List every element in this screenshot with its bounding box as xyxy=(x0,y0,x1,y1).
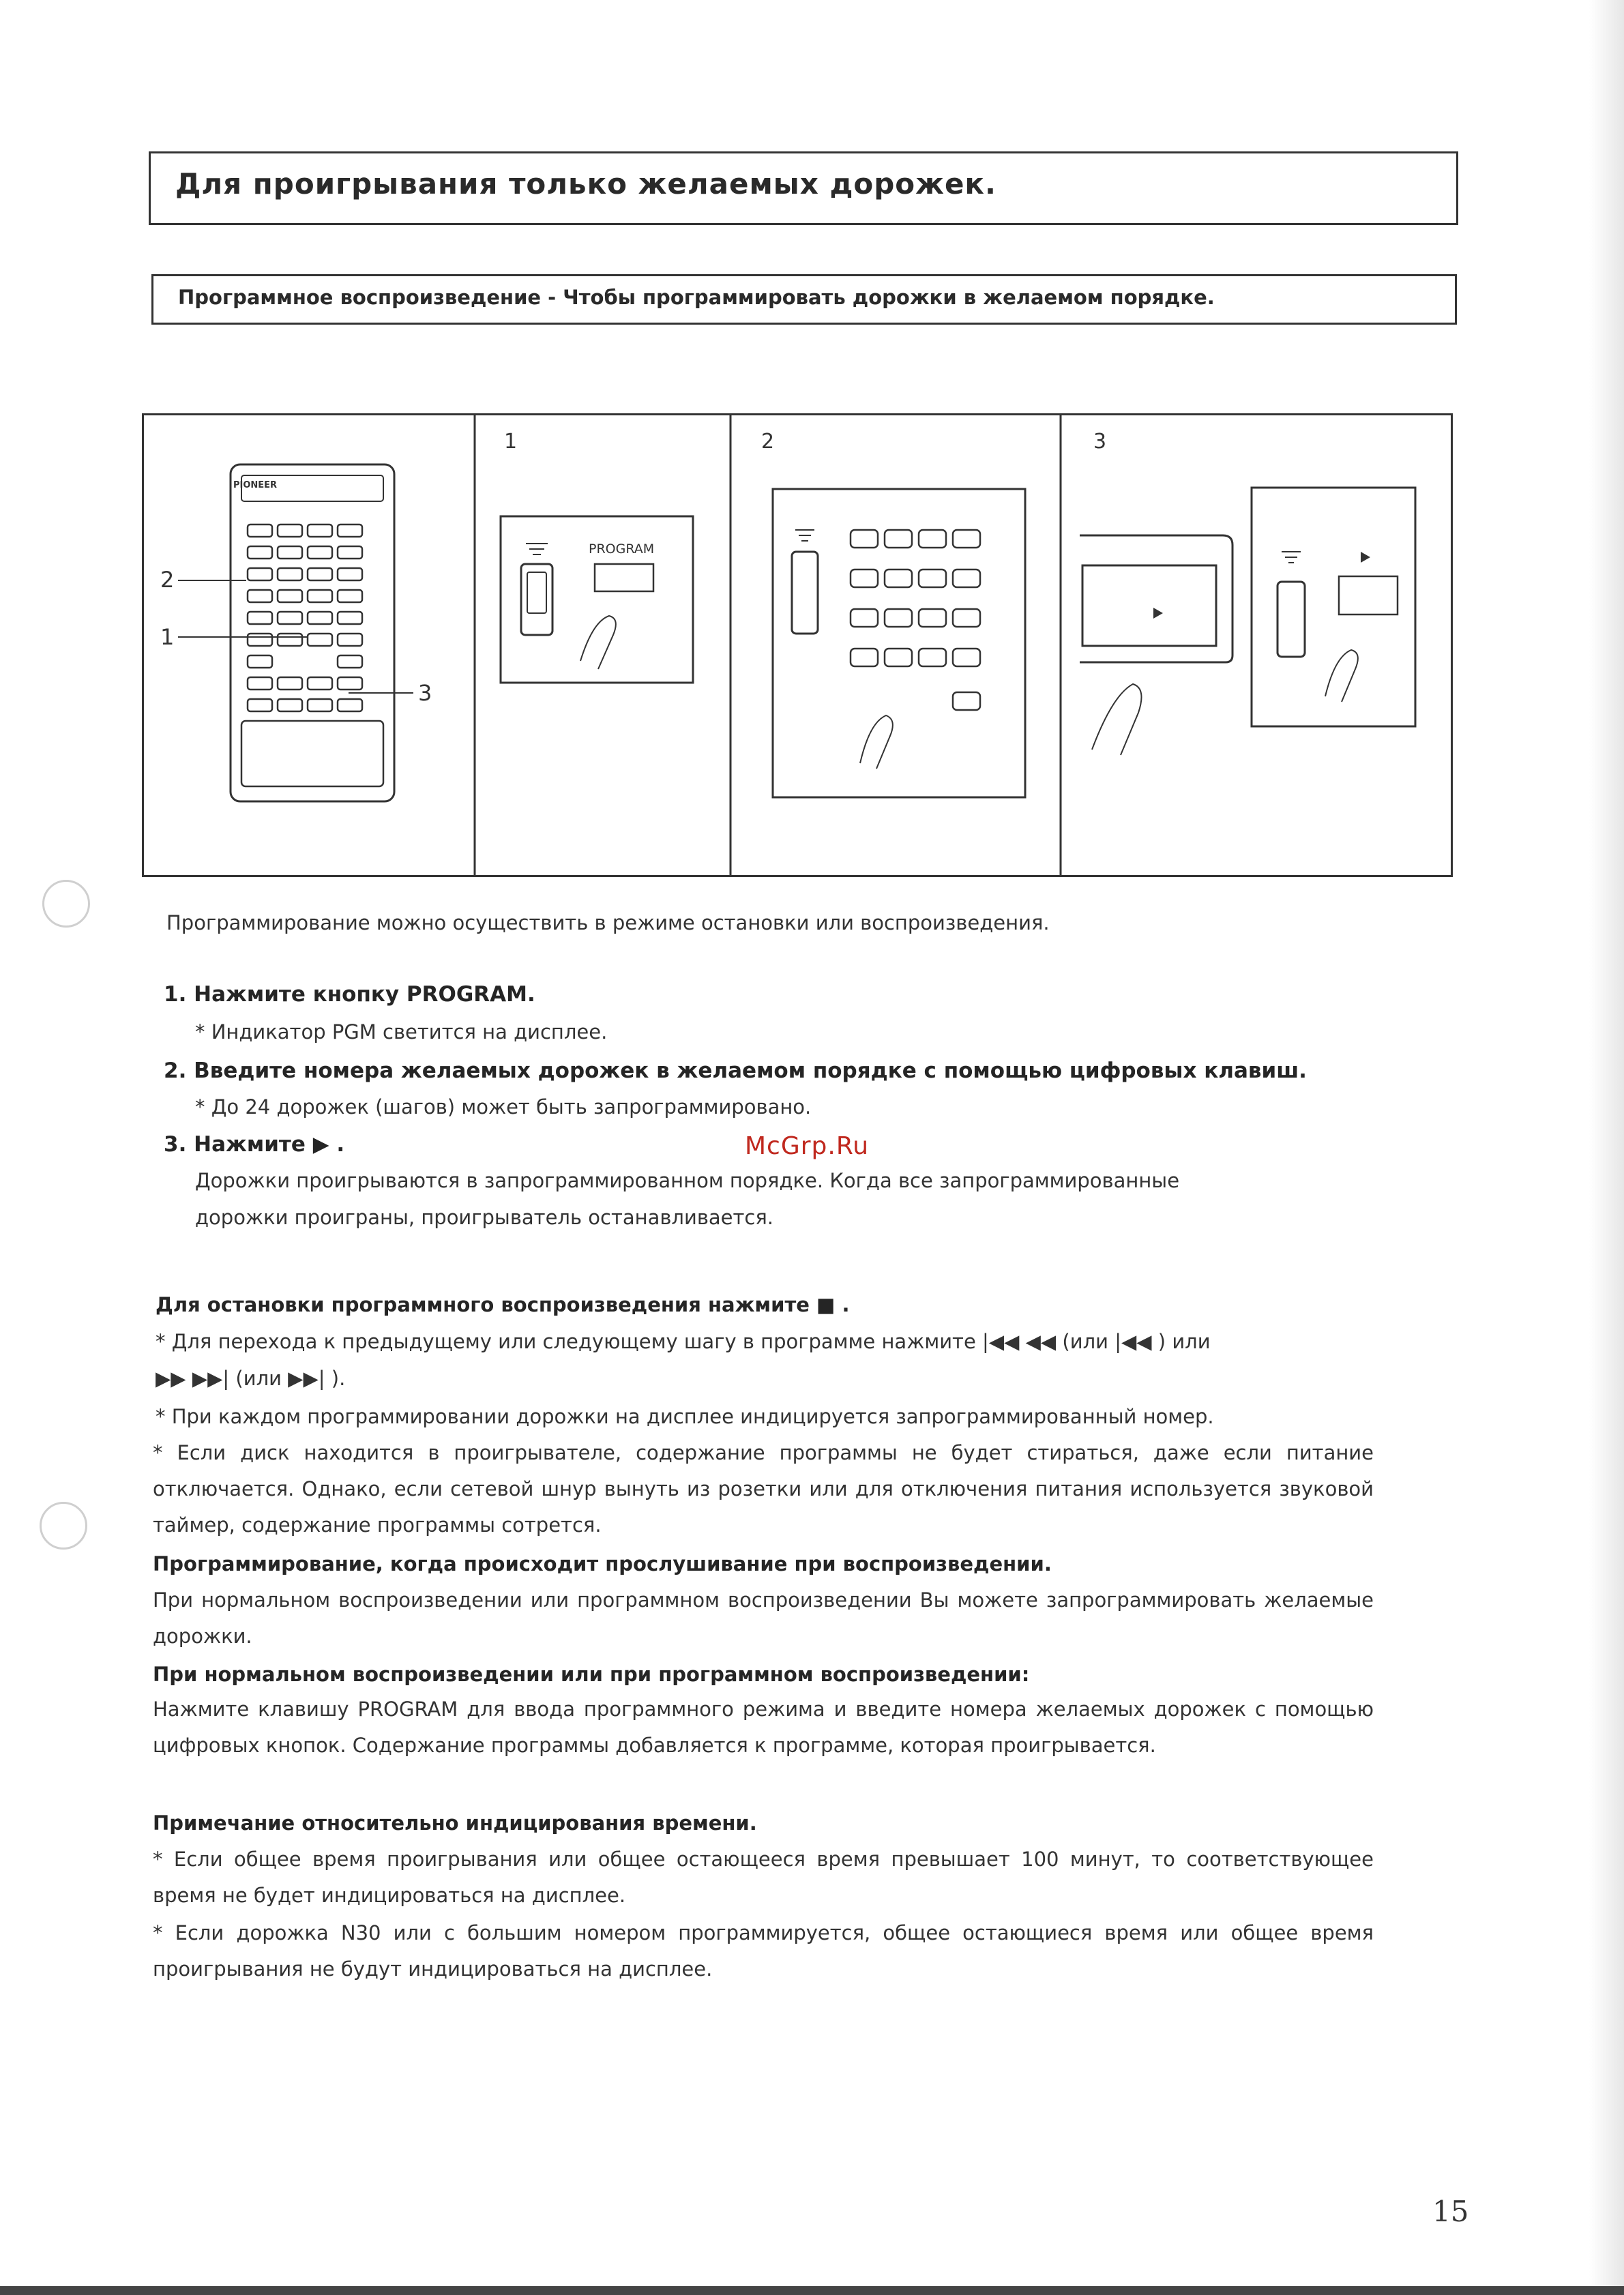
step-3-note-line-2: дорожки проиграны, проигрыватель останавливается. xyxy=(195,1206,774,1229)
stop-symbol: ■ . xyxy=(816,1293,850,1316)
stop-line-1: * Для перехода к предыдущему или следующему шагу в программе нажмите |◀◀ ◀◀ (или |◀◀ ) или xyxy=(156,1330,1211,1353)
punch-hole xyxy=(42,880,90,928)
normal-play-paragraph: Нажмите клавишу PROGRAM для ввода программного режима и введите номера желаемых дорожек с помощью цифровых кнопок. Содержание программы добавляется к программе, которая проигрывается. xyxy=(153,1698,1374,1757)
section-subtitle: Программное воспроизведение - Чтобы программировать дорожки в желаемом порядке. xyxy=(151,274,1457,325)
figure-drawing xyxy=(144,415,1451,875)
watermark: McGrp.Ru xyxy=(745,1132,870,1160)
step-2-note: * До 24 дорожек (шагов) может быть запрограммировано. xyxy=(195,1095,812,1119)
callout-1: 1 xyxy=(160,624,175,650)
prog-listening-heading: Программирование, когда происходит прослушивание при воспроизведении. xyxy=(153,1552,1052,1575)
stop-heading-text: Для остановки программного воспроизведения нажмите xyxy=(156,1293,810,1316)
stop-line-3: * При каждом программировании дорожки на дисплее индицируется запрограммированный номер. xyxy=(156,1405,1214,1428)
step-3-title-text: 3. Нажмите xyxy=(164,1132,306,1157)
program-button-label: PROGRAM xyxy=(589,542,655,557)
step-3-note-line-1: Дорожки проигрываются в запрограммированном порядке. Когда все запрограммированные xyxy=(195,1169,1180,1192)
remote-control-illustration xyxy=(178,464,413,801)
remote-brand: PIONEER xyxy=(233,480,278,490)
instruction-figure xyxy=(142,413,1453,877)
section-title: Для проигрывания только желаемых дорожек. xyxy=(149,151,1458,225)
step-3-title xyxy=(164,1132,344,1157)
page-number: 15 xyxy=(1432,2195,1469,2228)
step-1-title: 1. Нажмите кнопку PROGRAM. xyxy=(164,982,535,1007)
callout-3: 3 xyxy=(418,680,432,706)
power-note-paragraph: * Если диск находится в проигрывателе, содержание программы не будет стираться, даже если питание отключается. Однако, если сетевой шнур вынуть из розетки или для отключения питания используется звуковой таймер, содержание программы сотрется. xyxy=(153,1441,1374,1537)
time-note-paragraph-1: * Если общее время проигрывания или общее остающееся время превышает 100 минут, то соответствующее время не будет индицироваться на дисплее. xyxy=(153,1848,1374,1907)
panel-number-2: 2 xyxy=(761,430,775,454)
panel-2-illustration xyxy=(773,489,1025,797)
prog-listening-paragraph: При нормальном воспроизведении или программном воспроизведении Вы можете запрограммировать желаемые дорожки. xyxy=(153,1588,1374,1648)
stop-heading xyxy=(156,1293,850,1317)
panel-3-illustration xyxy=(1080,488,1415,755)
panel-number-3: 3 xyxy=(1093,430,1107,454)
time-note-paragraph-2: * Если дорожка N30 или с большим номером программируется, общее остающиеся время или общее время проигрывания не будут индицироваться на дисплее. xyxy=(153,1921,1374,1981)
callout-2: 2 xyxy=(160,567,175,593)
intro-text: Программирование можно осуществить в режиме остановки или воспроизведения. xyxy=(166,911,1050,934)
normal-play-heading: При нормальном воспроизведении или при программном воспроизведении: xyxy=(153,1663,1030,1686)
step-1-note: * Индикатор PGM светится на дисплее. xyxy=(195,1020,608,1043)
time-note-heading: Примечание относительно индицирования времени. xyxy=(153,1811,757,1835)
punch-hole xyxy=(40,1502,87,1550)
page-edge-shadow xyxy=(1589,0,1624,2295)
stop-line-2: ▶▶ ▶▶| (или ▶▶| ). xyxy=(156,1367,346,1390)
play-symbol: ▶ . xyxy=(312,1132,345,1157)
panel-number-1: 1 xyxy=(504,430,518,454)
scan-bottom-edge xyxy=(0,2286,1624,2295)
step-2-title: 2. Введите номера желаемых дорожек в желаемом порядке с помощью цифровых клавиш. xyxy=(164,1058,1307,1083)
